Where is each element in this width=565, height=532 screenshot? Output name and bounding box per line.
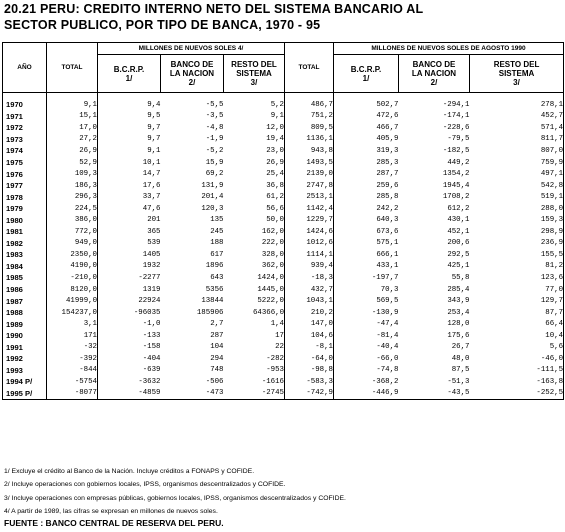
year-cell: 1991 [3,341,47,353]
value-cell: 201 [147,216,161,225]
value-cell: 1136,1 [285,134,334,146]
value-cell: 1424,6 [285,226,334,238]
year-cell: 1992 [3,353,47,365]
footnote-1: 1/ Excluye el crédito al Banco de la Nación. Incluye créditos a FONAPS y COFIDE. [4,468,255,475]
value-cell: 472,6 [376,112,399,121]
value-cell: 222,0 [224,238,285,250]
value-cell: 17,0 [47,122,98,134]
value-cell: 2,7 [210,320,224,329]
credit-table [2,42,564,400]
value-cell: 666,1 [376,250,399,259]
value-cell: -473 [161,388,224,400]
value-cell: 575,1 [376,239,399,248]
value-cell: 4190,0 [47,261,98,273]
table-row [3,272,564,284]
value-cell: 9,4 [147,100,161,109]
value-cell: 47,6 [142,204,161,213]
year-cell: 1986 [3,284,47,296]
value-cell: 5,6 [470,341,564,353]
value-cell: 9,1 [47,93,98,111]
value-cell: 425,1 [447,262,470,271]
value-cell: -4859 [98,388,161,400]
value-cell: -40,4 [376,343,399,352]
value-cell: 69,2 [205,170,224,179]
value-cell: 5356 [205,285,224,294]
table-row [3,122,564,134]
total-nominal-header: TOTAL [47,43,98,93]
value-cell: 55,8 [451,273,470,282]
value-cell: 77,0 [470,284,564,296]
value-cell: 17 [224,330,285,342]
value-cell: 319,3 [376,146,399,155]
value-cell: 186,3 [47,180,98,192]
value-cell: -953 [224,365,285,377]
value-cell: 87,7 [470,307,564,319]
table-row [3,93,564,111]
value-cell: 81,2 [470,261,564,273]
value-cell: -81,4 [376,331,399,340]
value-cell: 1424,0 [224,272,285,284]
value-cell: 5222,0 [224,295,285,307]
value-cell: 278,1 [470,93,564,111]
value-cell: 362,0 [224,261,285,273]
year-cell: 1975 [3,157,47,169]
year-cell: 1977 [3,180,47,192]
value-cell: 294 [210,354,224,363]
value-cell: 8120,0 [47,284,98,296]
value-cell: 3,1 [47,318,98,330]
value-cell: -2745 [224,388,285,400]
value-cell: 365 [147,227,161,236]
value-cell: -111,5 [470,365,564,377]
value-cell: 120,3 [201,204,224,213]
value-cell: 288,0 [470,203,564,215]
value-cell: 131,9 [201,181,224,190]
value-cell: 1012,6 [285,238,334,250]
year-cell: 1983 [3,249,47,261]
value-cell: -8,1 [285,341,334,353]
value-cell: 9,5 [147,112,161,121]
year-cell: 1985 [3,272,47,284]
value-cell: 41999,0 [47,295,98,307]
value-cell: -404 [142,354,161,363]
table-row [3,168,564,180]
value-cell: 201,4 [201,193,224,202]
value-cell: 612,2 [447,204,470,213]
year-cell: 1995 P/ [3,388,47,400]
value-cell: 14,7 [142,170,161,179]
title-line-1: 20.21 PERU: CREDITO INTERNO NETO DEL SISTEMA BANCARIO AL [4,2,424,16]
value-cell: 2747,8 [285,180,334,192]
value-cell: -66,0 [376,354,399,363]
value-cell: 9,1 [224,111,285,123]
table-row [3,145,564,157]
value-cell: 949,0 [47,238,98,250]
value-cell: 497,1 [470,168,564,180]
value-cell: 643 [210,273,224,282]
value-cell: 19,4 [224,134,285,146]
year-cell: 1978 [3,191,47,203]
value-cell: -133 [142,331,161,340]
value-cell: -294,1 [442,100,470,109]
table-row [3,226,564,238]
real-group-header: MILLONES DE NUEVOS SOLES DE AGOSTO 1990 [334,43,564,55]
value-cell: 22924 [138,297,161,306]
value-cell: 759,9 [470,157,564,169]
value-cell: 175,6 [447,331,470,340]
bcrp-nominal-header: B.C.R.P. 1/ [98,55,161,93]
value-cell: 943,8 [285,145,334,157]
table-row [3,318,564,330]
value-cell: 1319 [142,285,161,294]
value-cell: 9,7 [147,123,161,132]
value-cell: 15,1 [47,111,98,123]
value-cell: 285,3 [376,158,399,167]
value-cell: 10,1 [142,158,161,167]
value-cell: 9,7 [147,135,161,144]
value-cell: 1945,4 [442,181,470,190]
table-row [3,191,564,203]
value-cell: 807,0 [470,145,564,157]
value-cell: -2277 [138,273,161,282]
value-cell: 287,7 [376,170,399,179]
value-cell: -5754 [47,376,98,388]
value-cell: 48,0 [451,354,470,363]
value-cell: 432,7 [285,284,334,296]
value-cell: 285,8 [376,193,399,202]
value-cell: 1354,2 [442,170,470,179]
value-cell: 386,0 [47,214,98,226]
value-cell: 61,2 [224,191,285,203]
table-row [3,180,564,192]
table-row [3,157,564,169]
value-cell: 159,3 [470,214,564,226]
value-cell: 449,2 [447,158,470,167]
value-cell: -3,5 [205,112,224,121]
value-cell: 486,7 [285,93,334,111]
value-cell: -5,2 [205,146,224,155]
value-cell: 253,4 [447,308,470,317]
value-cell: -282 [224,353,285,365]
value-cell: -174,1 [442,112,470,121]
value-cell: 9,1 [147,146,161,155]
value-cell: 155,5 [470,249,564,261]
value-cell: 27,2 [47,134,98,146]
value-cell: 539 [147,239,161,248]
value-cell: 1114,1 [285,249,334,261]
year-cell: 1988 [3,307,47,319]
value-cell: 5,2 [224,93,285,111]
value-cell: 617 [210,250,224,259]
table-row [3,295,564,307]
value-cell: 452,1 [447,227,470,236]
year-cell: 1994 P/ [3,376,47,388]
value-cell: 1896 [205,262,224,271]
value-cell: 433,1 [376,262,399,271]
year-cell: 1972 [3,122,47,134]
value-cell: 135 [210,216,224,225]
value-cell: -392 [47,353,98,365]
value-cell: -32 [47,341,98,353]
year-cell: 1989 [3,318,47,330]
value-cell: 52,9 [47,157,98,169]
year-cell: 1984 [3,261,47,273]
table-row [3,203,564,215]
nominal-group-header: MILLONES DE NUEVOS SOLES 4/ [98,43,285,55]
value-cell: 185906 [196,308,224,317]
value-cell: 502,7 [376,100,399,109]
year-cell: 1976 [3,168,47,180]
table-row [3,330,564,342]
bcrp-real-header: B.C.R.P. 1/ [334,55,399,93]
value-cell: 296,3 [47,191,98,203]
value-cell: -844 [47,365,98,377]
value-cell: 109,3 [47,168,98,180]
year-cell: 1971 [3,111,47,123]
value-cell: -18,3 [285,272,334,284]
table-row [3,341,564,353]
value-cell: 1493,5 [285,157,334,169]
value-cell: 1405 [142,250,161,259]
value-cell: 519,1 [470,191,564,203]
table-row [3,261,564,273]
year-cell: 1979 [3,203,47,215]
value-cell: 50,0 [224,214,285,226]
table-body [3,93,564,400]
value-cell: 128,0 [447,320,470,329]
footnote-3: 3/ Incluye operaciones con empresas públicas, gobiernos locales, IPSS, organismos descentralizados y COFIDE. [4,494,346,502]
value-cell: -47,4 [376,320,399,329]
table-row [3,214,564,226]
value-cell: 939,4 [285,261,334,273]
value-cell: 123,6 [470,272,564,284]
resto-nominal-header: RESTO DEL SISTEMA 3/ [224,55,285,93]
table-row [3,249,564,261]
value-cell: -79,5 [447,135,470,144]
year-cell: 1974 [3,145,47,157]
value-cell: -583,3 [285,376,334,388]
value-cell: -639 [142,366,161,375]
value-cell: -197,7 [371,273,399,282]
value-cell: 26,9 [47,145,98,157]
value-cell: 23,0 [224,145,285,157]
table-row [3,376,564,388]
value-cell: 452,7 [470,111,564,123]
value-cell: 292,5 [447,250,470,259]
value-cell: 64366,0 [224,307,285,319]
value-cell: 673,6 [376,227,399,236]
banco-nacion-nominal-header: BANCO DE LA NACION 2/ [161,55,224,93]
value-cell: 1229,7 [285,214,334,226]
footnote-2: 2/ Incluye operaciones con gobiernos locales, IPSS, organismos descentralizados y COFIDE. [4,481,286,489]
value-cell: 188 [210,239,224,248]
value-cell: 1708,2 [442,193,470,202]
value-cell: -74,8 [376,366,399,375]
value-cell: -252,5 [470,388,564,400]
value-cell: 15,9 [205,158,224,167]
year-cell: 1987 [3,295,47,307]
title-line-2: SECTOR PUBLICO, POR TIPO DE BANCA, 1970 - 95 [4,18,321,32]
table-row [3,307,564,319]
value-cell: 405,9 [376,135,399,144]
value-cell: -446,9 [334,388,399,400]
value-cell: -5,5 [205,100,224,109]
value-cell: 1445,0 [224,284,285,296]
value-cell: 748 [210,366,224,375]
table-row [3,284,564,296]
table-row [3,111,564,123]
value-cell: -506 [205,377,224,386]
value-cell: 640,3 [376,216,399,225]
value-cell: 328,0 [224,249,285,261]
footnotes [4,465,346,518]
value-cell: 571,4 [470,122,564,134]
value-cell: -46,0 [470,353,564,365]
value-cell: -210,0 [47,272,98,284]
source-note: FUENTE : BANCO CENTRAL DE RESERVA DEL PERU. [4,518,224,528]
value-cell: 70,3 [380,285,399,294]
year-header: AÑO [3,43,47,93]
value-cell: 210,2 [285,307,334,319]
value-cell: 772,0 [47,226,98,238]
value-cell: 287 [210,331,224,340]
value-cell: 224,5 [47,203,98,215]
value-cell: 1932 [142,262,161,271]
value-cell: 13844 [201,297,224,306]
value-cell: -228,6 [442,123,470,132]
value-cell: -130,9 [371,308,399,317]
value-cell: 242,2 [376,204,399,213]
value-cell: 200,6 [447,239,470,248]
value-cell: -43,5 [399,388,470,400]
value-cell: 2139,0 [285,168,334,180]
value-cell: 542,8 [470,180,564,192]
value-cell: 104 [210,343,224,352]
value-cell: 22 [224,341,285,353]
value-cell: 809,5 [285,122,334,134]
value-cell: -98,8 [285,365,334,377]
year-cell: 1993 [3,365,47,377]
year-cell: 1980 [3,214,47,226]
value-cell: -8077 [47,388,98,400]
table-row [3,388,564,400]
year-cell: 1981 [3,226,47,238]
table-row [3,134,564,146]
table-row [3,353,564,365]
value-cell: 1043,1 [285,295,334,307]
value-cell: 10,4 [470,330,564,342]
value-cell: 25,4 [224,168,285,180]
year-cell: 1970 [3,93,47,111]
value-cell: -1616 [224,376,285,388]
value-cell: 17,6 [142,181,161,190]
value-cell: -3632 [138,377,161,386]
value-cell: 87,5 [451,366,470,375]
value-cell: 154237,0 [47,307,98,319]
value-cell: 259,6 [376,181,399,190]
value-cell: 26,7 [451,343,470,352]
value-cell: 298,9 [470,226,564,238]
value-cell: 2350,0 [47,249,98,261]
value-cell: 171 [47,330,98,342]
value-cell: 811,7 [470,134,564,146]
value-cell: 1,4 [224,318,285,330]
value-cell: -158 [142,343,161,352]
value-cell: 162,0 [224,226,285,238]
value-cell: -182,5 [442,146,470,155]
total-real-header: TOTAL [285,43,334,93]
value-cell: 285,4 [447,285,470,294]
year-cell: 1973 [3,134,47,146]
value-cell: -1,9 [205,135,224,144]
value-cell: 104,6 [285,330,334,342]
table-title [4,1,423,33]
value-cell: 56,6 [224,203,285,215]
value-cell: 36,8 [224,180,285,192]
value-cell: 569,5 [376,297,399,306]
value-cell: 66,4 [470,318,564,330]
value-cell: -51,3 [447,377,470,386]
value-cell: -64,0 [285,353,334,365]
table-row [3,238,564,250]
value-cell: 1142,4 [285,203,334,215]
value-cell: 2513,1 [285,191,334,203]
banco-nacion-real-header: BANCO DE LA NACION 2/ [399,55,470,93]
value-cell: 236,9 [470,238,564,250]
value-cell: -4,8 [205,123,224,132]
value-cell: -1,0 [142,320,161,329]
resto-real-header: RESTO DEL SISTEMA 3/ [470,55,564,93]
value-cell: 245 [210,227,224,236]
year-cell: 1990 [3,330,47,342]
value-cell: -96035 [133,308,161,317]
value-cell: 26,9 [224,157,285,169]
value-cell: -742,9 [285,388,334,400]
value-cell: 129,7 [470,295,564,307]
table-row [3,365,564,377]
value-cell: 343,9 [447,297,470,306]
value-cell: 12,0 [224,122,285,134]
footnote-4: 4/ A partir de 1989, las cifras se expresan en millones de nuevos soles. [4,507,218,515]
value-cell: -163,8 [470,376,564,388]
value-cell: 751,2 [285,111,334,123]
value-cell: 33,7 [142,193,161,202]
value-cell: 430,1 [447,216,470,225]
year-cell: 1982 [3,238,47,250]
value-cell: 466,7 [376,123,399,132]
value-cell: -368,2 [371,377,399,386]
value-cell: 147,0 [285,318,334,330]
